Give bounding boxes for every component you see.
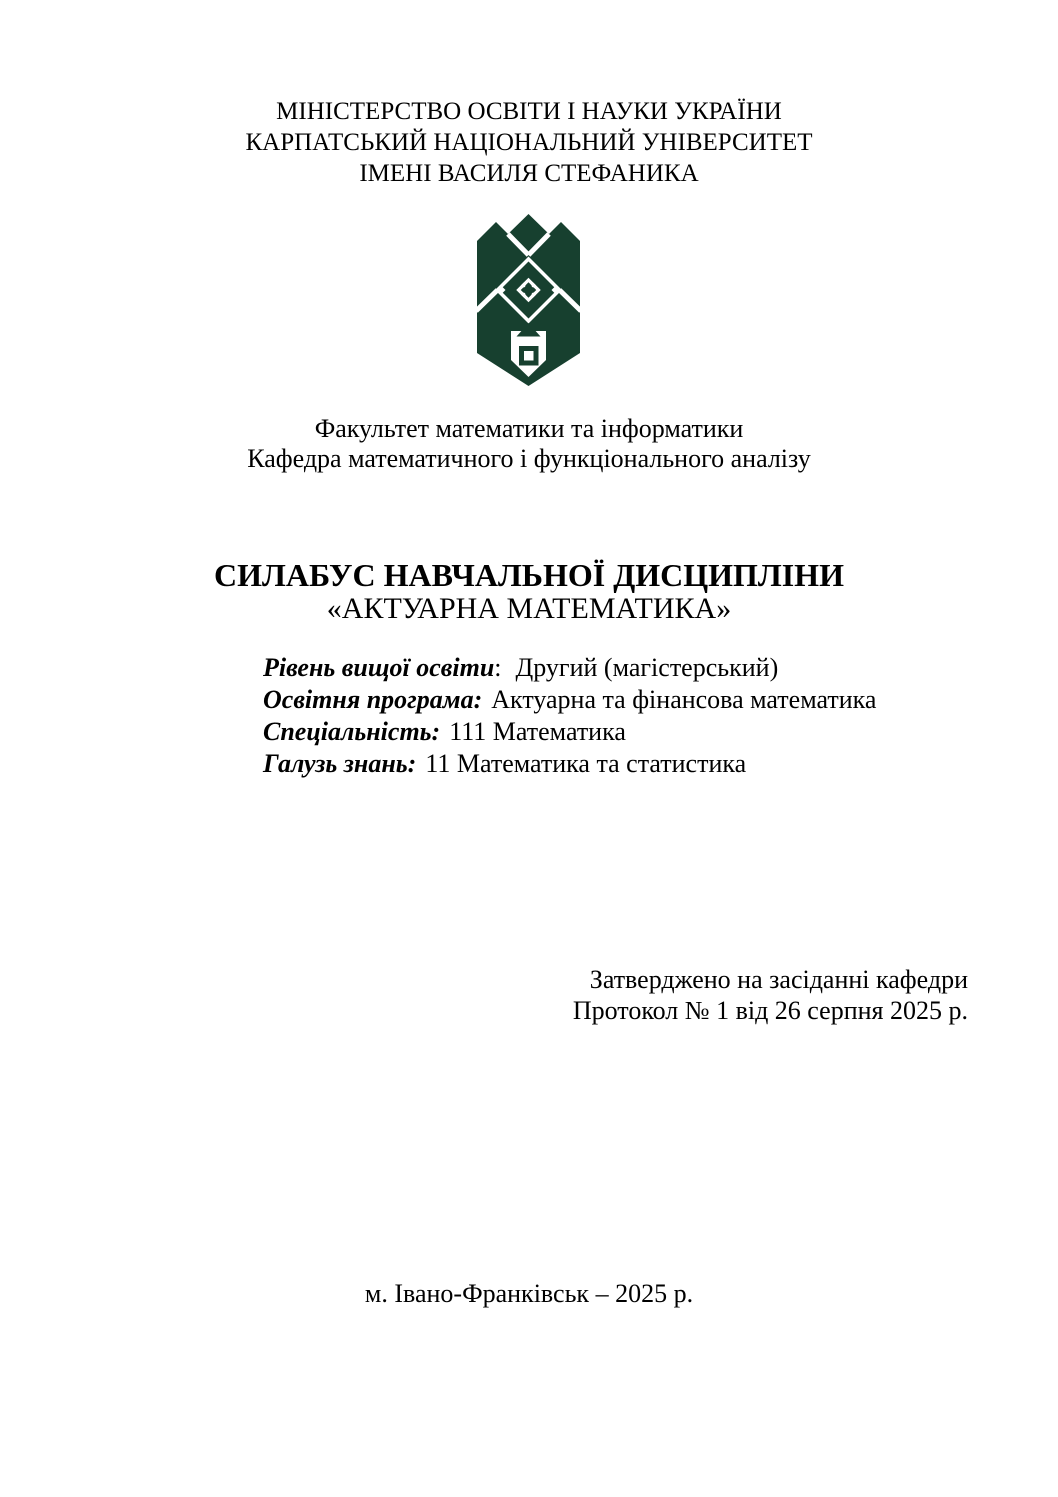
approval-line: Затверджено на засіданні кафедри xyxy=(589,965,968,994)
ministry-line: МІНІСТЕРСТВО ОСВІТИ І НАУКИ УКРАЇНИ xyxy=(276,98,782,125)
detail-value: 111 Математика xyxy=(449,717,626,746)
detail-separator: : xyxy=(494,653,502,682)
university-header xyxy=(0,96,1058,189)
university-emblem-icon xyxy=(467,210,590,390)
detail-label: Рівень вищої освіти xyxy=(263,653,495,682)
detail-value: Другий (магістерський) xyxy=(515,653,779,682)
program-details xyxy=(263,652,876,780)
university-name-line: ІМЕНІ ВАСИЛЯ СТЕФАНИКА xyxy=(359,160,699,187)
detail-value: 11 Математика та статистика xyxy=(425,749,747,778)
city-year-line: м. Івано-Франківськ – 2025 р. xyxy=(364,1279,694,1308)
detail-label: Спеціальність: xyxy=(263,717,441,746)
department-line: Кафедра математичного і функціонального аналізу xyxy=(247,444,811,473)
faculty-block xyxy=(0,414,1058,474)
detail-value: Актуарна та фінансова математика xyxy=(491,685,877,714)
university-name-line: КАРПАТСЬКИЙ НАЦІОНАЛЬНИЙ УНІВЕРСИТЕТ xyxy=(245,129,813,156)
detail-knowledge-field xyxy=(263,748,876,780)
approval-block xyxy=(573,964,968,1026)
detail-specialty xyxy=(263,716,876,748)
detail-label: Галузь знань: xyxy=(263,749,417,778)
detail-education-level xyxy=(263,652,876,684)
syllabus-title: СИЛАБУС НАВЧАЛЬНОЇ ДИСЦИПЛІНИ xyxy=(214,557,844,593)
faculty-line: Факультет математики та інформатики xyxy=(314,414,744,443)
protocol-line: Протокол № 1 від 26 серпня 2025 р. xyxy=(572,996,968,1025)
detail-label: Освітня програма: xyxy=(263,685,483,714)
title-block xyxy=(0,558,1058,626)
detail-education-program xyxy=(263,684,876,716)
course-title: «АКТУАРНА МАТЕМАТИКА» xyxy=(326,592,732,625)
